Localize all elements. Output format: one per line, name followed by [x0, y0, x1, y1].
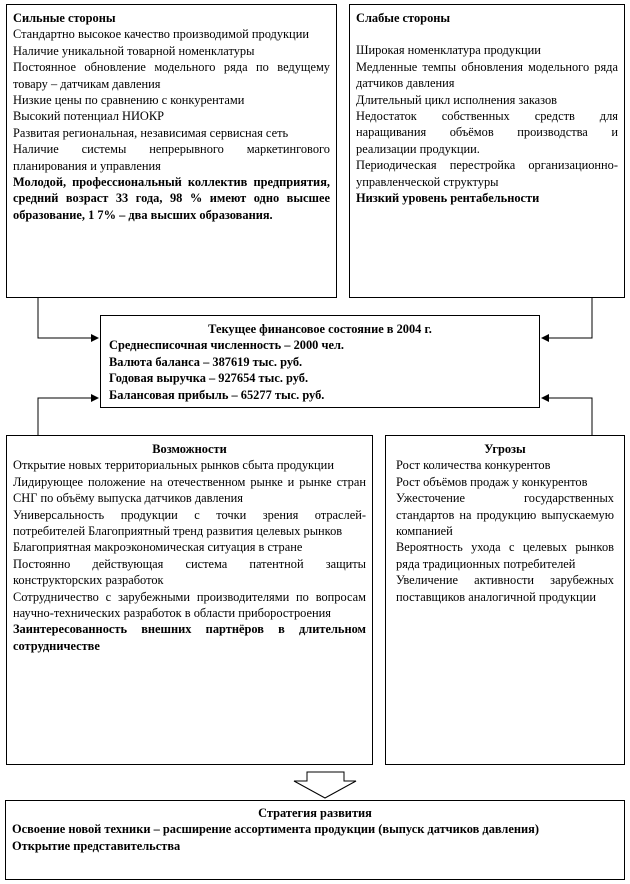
strength-item: Низкие цены по сравнению с конкурентами	[13, 93, 245, 108]
finance-title: Текущее финансовое состояние в 2004 г.	[208, 322, 432, 336]
threat-item: Ужесточение государственных стандартов на продукцию выпускаемую компанией	[396, 491, 614, 539]
opportunity-item: Открытие новых территориальных рынков сбыта продукции	[13, 458, 334, 473]
opportunities-title: Возможности	[152, 442, 227, 456]
weakness-item: Длительный цикл исполнения заказов	[356, 92, 558, 107]
opportunity-item: Универсальность продукции с точки зрения отраслей-потребителей Благоприятный тренд развития целевых рынков	[13, 507, 366, 539]
strength-item: Наличие уникальной товарной номенклатуры	[13, 43, 255, 58]
strategy-item: Открытие представительства	[12, 838, 181, 853]
finance-item: Годовая выручка – 927654 тыс. руб.	[109, 371, 309, 386]
strength-item: Молодой, профессиональный коллектив предприятия, средний возраст 33 года, 98 % имеют одно высшее образование, 1 7% – два высших образования.	[13, 175, 330, 222]
arrow-opportunities-to-finance	[38, 398, 98, 435]
arrow-strengths-to-finance	[38, 298, 98, 338]
opportunity-item: Заинтересованность внешних партнёров в длительном сотрудничестве	[13, 622, 366, 653]
opportunity-item: Благоприятная макроэкономическая ситуация в стране	[13, 540, 303, 555]
strategy-box	[5, 800, 625, 880]
opportunity-item: Сотрудничество с зарубежными производителями по вопросам научно-технических разработок в области приборостроения	[13, 589, 366, 621]
strength-item: Постоянное обновление модельного ряда по ведущему товару – датчикам давления	[13, 60, 330, 91]
strength-item: Развитая региональная, независимая сервисная сеть	[13, 125, 289, 140]
weaknesses-box	[349, 4, 625, 298]
opportunity-item: Постоянно действующая система патентной защиты конструкторских разработок	[13, 556, 366, 588]
threats-box	[385, 435, 625, 765]
arrow-threats-to-finance	[542, 398, 592, 435]
finance-box	[100, 315, 540, 408]
arrow-weaknesses-to-finance	[542, 298, 592, 338]
strategy-title: Стратегия развития	[258, 806, 372, 820]
threat-item: Вероятность ухода с целевых рынков ряда традиционных потребителей	[396, 540, 614, 571]
weakness-item: Периодическая перестройка организационно-управленческой структуры	[356, 158, 618, 189]
strategy-item: Освоение новой техники – расширение ассортимента продукции (выпуск датчиков давления)	[12, 822, 539, 837]
finance-item: Среднесписочная численность – 2000 чел.	[109, 338, 345, 353]
strengths-box	[6, 4, 337, 298]
strength-item: Высокий потенциал НИОКР	[13, 109, 165, 124]
finance-item: Балансовая прибыль – 65277 тыс. руб.	[109, 387, 325, 402]
opportunity-item: Лидирующее положение на отечественном рынке и рынке стран СНГ по объёму выпуска датчиков давления	[13, 474, 366, 506]
threat-item: Рост количества конкурентов	[396, 458, 551, 473]
threat-item: Рост объёмов продаж у конкурентов	[396, 474, 588, 489]
finance-item: Валюта баланса – 387619 тыс. руб.	[109, 354, 303, 369]
block-arrow-to-strategy	[294, 772, 356, 798]
weaknesses-title: Слабые стороны	[356, 11, 451, 25]
threats-title: Угрозы	[484, 442, 526, 456]
weakness-item: Недостаток собственных средств для наращивания объёмов производства и реализации продукции.	[356, 109, 618, 156]
strength-item: Стандартно высокое качество производимой продукции	[13, 27, 309, 42]
weakness-item: Низкий уровень рентабельности	[356, 191, 540, 206]
strength-item: Наличие системы непрерывного маркетингового планирования и управления	[13, 142, 330, 173]
opportunities-box	[6, 435, 373, 765]
threat-item: Увеличение активности зарубежных поставщиков аналогичной продукции	[396, 573, 614, 604]
weakness-item: Медленные темпы обновления модельного ряда датчиков давления	[356, 59, 618, 91]
strengths-title: Сильные стороны	[13, 11, 116, 25]
weakness-item: Широкая номенклатура продукции	[356, 43, 541, 58]
